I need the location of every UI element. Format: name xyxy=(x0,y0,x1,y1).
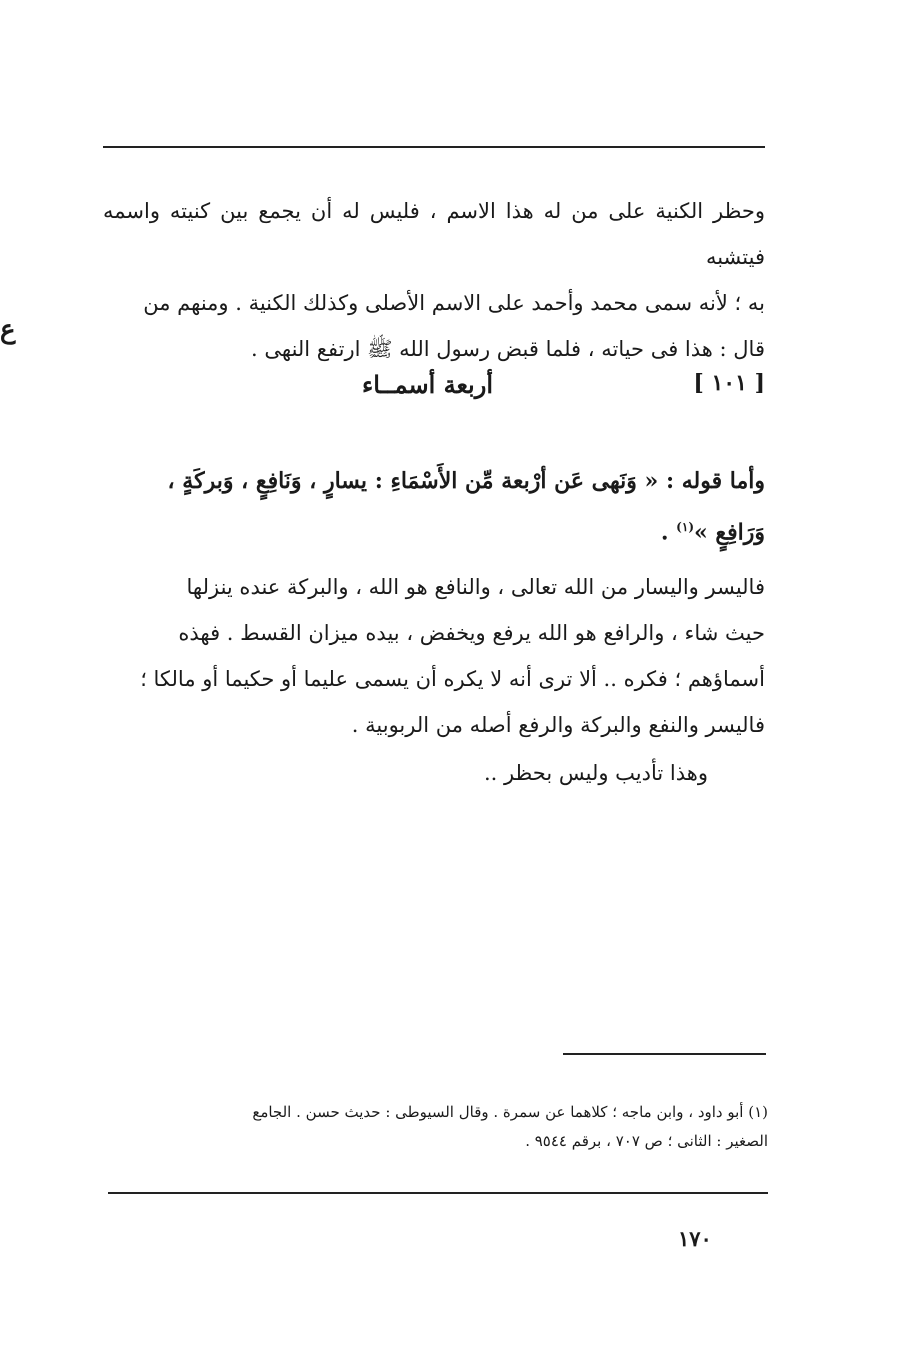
section-title: أربعة أسمــاء xyxy=(361,370,493,399)
bottom-rule xyxy=(108,1192,768,1194)
body-paragraph xyxy=(103,564,765,748)
quote-line-2 xyxy=(103,504,765,555)
intro-line-2: به ؛ لأنه سمى محمد وأحمد على الاسم الأصلى وكذلك الكنية . ومنهم من xyxy=(143,291,765,315)
closing-line xyxy=(103,750,708,796)
section-heading xyxy=(100,370,765,410)
body-line-3: أسماؤهم ؛ فكره .. ألا ترى أنه لا يكره أن يسمى عليما أو حكيما أو مالكا ؛ xyxy=(140,667,765,691)
body-line-4: فاليسر والنفع والبركة والرفع أصله من الربوبية . xyxy=(351,713,765,737)
intro-paragraph xyxy=(103,188,765,372)
intro-line-3: قال : هذا فى حياته ، فلما قبض رسول الله ﷺ ارتفع النهى . xyxy=(251,337,765,361)
quote-line-2-end: . xyxy=(660,519,677,546)
section-number: [ ١٠١ ] xyxy=(693,370,765,396)
footnote-reference: (١) xyxy=(676,520,694,534)
edge-mark: ع xyxy=(0,315,16,345)
top-rule xyxy=(103,146,765,148)
footnote xyxy=(103,1098,768,1156)
quote-line-1: وأما قوله : « وَنَهى عَن أرْبعة مِّن الأَسْمَاءِ : يسارٍ ، وَنَافِعٍ ، وَبركَةٍ ، xyxy=(167,468,765,494)
closing-line-text: وهذا تأديب وليس بحظر .. xyxy=(483,761,708,785)
page-number: ١٧٠ xyxy=(678,1226,712,1251)
intro-line-1: وحظر الكنية على من له هذا الاسم ، فليس له أن يجمع بين كنيته واسمه فيتشبه xyxy=(103,199,765,269)
footnote-separator xyxy=(563,1053,766,1055)
quote-line-2-text: وَرَافِعٍ » xyxy=(694,519,765,546)
footnote-line-1: (١) أبو داود ، وابن ماجه ؛ كلاهما عن سمرة . وقال السيوطى : حديث حسن . الجامع xyxy=(252,1103,768,1121)
footnote-line-2: الصغير : الثانى ؛ ص ٧٠٧ ، برقم ٩٥٤٤ . xyxy=(525,1132,768,1150)
hadith-quote xyxy=(103,458,765,555)
body-line-2: حيث شاء ، والرافع هو الله يرفع ويخفض ، بيده ميزان القسط . فهذه xyxy=(178,621,765,645)
body-line-1: فاليسر واليسار من الله تعالى ، والنافع هو الله ، والبركة عنده ينزلها xyxy=(186,575,765,599)
